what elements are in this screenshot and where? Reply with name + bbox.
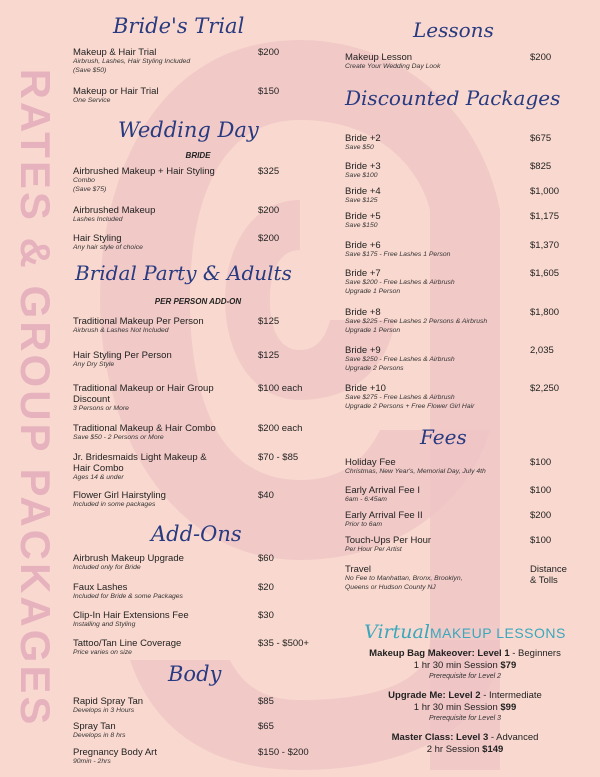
price: $150 - $200: [258, 747, 309, 758]
list-item: Rapid Spray Tan Develops in 3 Hours $85: [73, 696, 274, 714]
price: $200: [258, 47, 280, 58]
price: $1,370: [530, 240, 560, 251]
list-item: Jr. Bridesmaids Light Makeup & Hair Combo Ages 14 & under $70 - $85: [73, 452, 299, 481]
list-item: Airbrushed Makeup + Hair Styling Combo (Save $75) $325: [73, 166, 280, 193]
list-item: Spray Tan Develops in 8 hrs $65: [73, 721, 274, 739]
wedding-day-subheading: BRIDE: [185, 151, 211, 160]
price: $200: [258, 205, 280, 216]
price: $125: [258, 350, 280, 361]
list-item: Early Arrival Fee II Prior to 6am $200: [345, 510, 552, 528]
list-item: Clip-In Hair Extensions Fee Installing and Styling $30: [73, 610, 274, 628]
list-item: Makeup & Hair Trial Airbrush, Lashes, Hair Styling Included (Save $50) $200: [73, 47, 280, 74]
price: $325: [258, 166, 280, 177]
virtual-lesson-item: Makeup Bag Makeover: Level 1 - Beginners 1 hr 30 min Session $79 Prerequisite for Level 2: [369, 648, 561, 680]
price: $1,000: [530, 186, 560, 197]
price: $70 - $85: [258, 452, 299, 463]
list-item: Bride +10 Save $275 - Free Lashes & Airbrush Upgrade 2 Persons + Free Flower Girl Hair $2,250: [345, 383, 560, 410]
price: $100: [530, 535, 552, 546]
wedding-day-heading: Wedding Day: [118, 118, 259, 142]
price: $30: [258, 610, 274, 621]
list-item: Traditional Makeup or Hair Group Discount 3 Persons or More $100 each: [73, 383, 303, 412]
list-item: Flower Girl Hairstyling Included in some packages $40: [73, 490, 274, 508]
body-heading: Body: [168, 662, 222, 686]
list-item: Bride +7 Save $200 - Free Lashes & Airbrush Upgrade 1 Person $1,605: [345, 268, 560, 295]
price: $100: [530, 485, 552, 496]
price: $85: [258, 696, 274, 707]
price: $35 - $500+: [258, 638, 309, 649]
list-item: Bride +2 Save $50 $675: [345, 133, 552, 151]
price: $200: [258, 233, 280, 244]
price: $150: [258, 86, 280, 97]
price: $200 each: [258, 423, 303, 434]
list-item: Hair Styling Any hair style of choice $200: [73, 233, 280, 251]
list-item: Bride +3 Save $100 $825: [345, 161, 552, 179]
list-item: Touch-Ups Per Hour Per Hour Per Artist $100: [345, 535, 552, 553]
list-item: Tattoo/Tan Line Coverage Price varies on size $35 - $500+: [73, 638, 309, 656]
add-ons-heading: Add-Ons: [151, 522, 242, 546]
list-item: Makeup Lesson Create Your Wedding Day Look $200: [345, 52, 552, 70]
list-item: Bride +5 Save $150 $1,175: [345, 211, 560, 229]
list-item: Traditional Makeup Per Person Airbrush & Lashes Not Included $125: [73, 316, 280, 334]
list-item: Bride +9 Save $250 - Free Lashes & Airbrush Upgrade 2 Persons 2,035: [345, 345, 554, 372]
price: $20: [258, 582, 274, 593]
list-item: Pregnancy Body Art 90min - 2hrs $150 - $200: [73, 747, 309, 765]
price: $40: [258, 490, 274, 501]
list-item: Airbrush Makeup Upgrade Included only for Bride $60: [73, 553, 274, 571]
virtual-lessons-heading: VirtualMAKEUP LESSONS: [364, 621, 566, 643]
price: $200: [530, 510, 552, 521]
list-item: Travel No Fee to Manhattan, Bronx, Brooklyn, Queens or Hudson County NJ Distance & Tolls: [345, 564, 567, 591]
virtual-lesson-item: Master Class: Level 3 - Advanced 2 hr Session $149: [391, 732, 539, 755]
price: $1,605: [530, 268, 560, 279]
list-item: Faux Lashes Included for Bride & some Packages $20: [73, 582, 274, 600]
price: $200: [530, 52, 552, 63]
price: $60: [258, 553, 274, 564]
price: $1,800: [530, 307, 560, 318]
discounted-packages-heading: Discounted Packages: [345, 86, 561, 110]
price: $100: [530, 457, 552, 468]
page-title: RATES & GROUP PACKAGES: [12, 68, 59, 728]
brides-trial-heading: Bride's Trial: [113, 14, 245, 38]
list-item: Bride +8 Save $225 - Free Lashes 2 Persons & Airbrush Upgrade 1 Person $1,800: [345, 307, 560, 334]
list-item: Traditional Makeup & Hair Combo Save $50 - 2 Persons or More $200 each: [73, 423, 303, 441]
price: Distance & Tolls: [530, 564, 567, 586]
price: $1,175: [530, 211, 560, 222]
list-item: Bride +6 Save $175 - Free Lashes 1 Person $1,370: [345, 240, 560, 258]
list-item: Bride +4 Save $125 $1,000: [345, 186, 560, 204]
list-item: Early Arrival Fee I 6am - 6:45am $100: [345, 485, 552, 503]
list-item: Makeup or Hair Trial One Service $150: [73, 86, 280, 104]
virtual-lesson-item: Upgrade Me: Level 2 - Intermediate 1 hr 30 min Session $99 Prerequisite for Level 3: [388, 690, 542, 722]
bridal-party-heading: Bridal Party & Adults: [75, 261, 292, 285]
price: $65: [258, 721, 274, 732]
list-item: Hair Styling Per Person Any Dry Style $125: [73, 350, 280, 368]
price: $675: [530, 133, 552, 144]
list-item: Holiday Fee Christmas, New Year's, Memorial Day, July 4th $100: [345, 457, 552, 475]
price: $100 each: [258, 383, 303, 394]
price: 2,035: [530, 345, 554, 356]
price: $825: [530, 161, 552, 172]
lessons-heading: Lessons: [413, 18, 494, 42]
fees-heading: Fees: [420, 425, 467, 449]
list-item: Airbrushed Makeup Lashes Included $200: [73, 205, 280, 223]
price: $125: [258, 316, 280, 327]
bridal-party-subheading: PER PERSON ADD-ON: [154, 297, 242, 306]
price: $2,250: [530, 383, 560, 394]
